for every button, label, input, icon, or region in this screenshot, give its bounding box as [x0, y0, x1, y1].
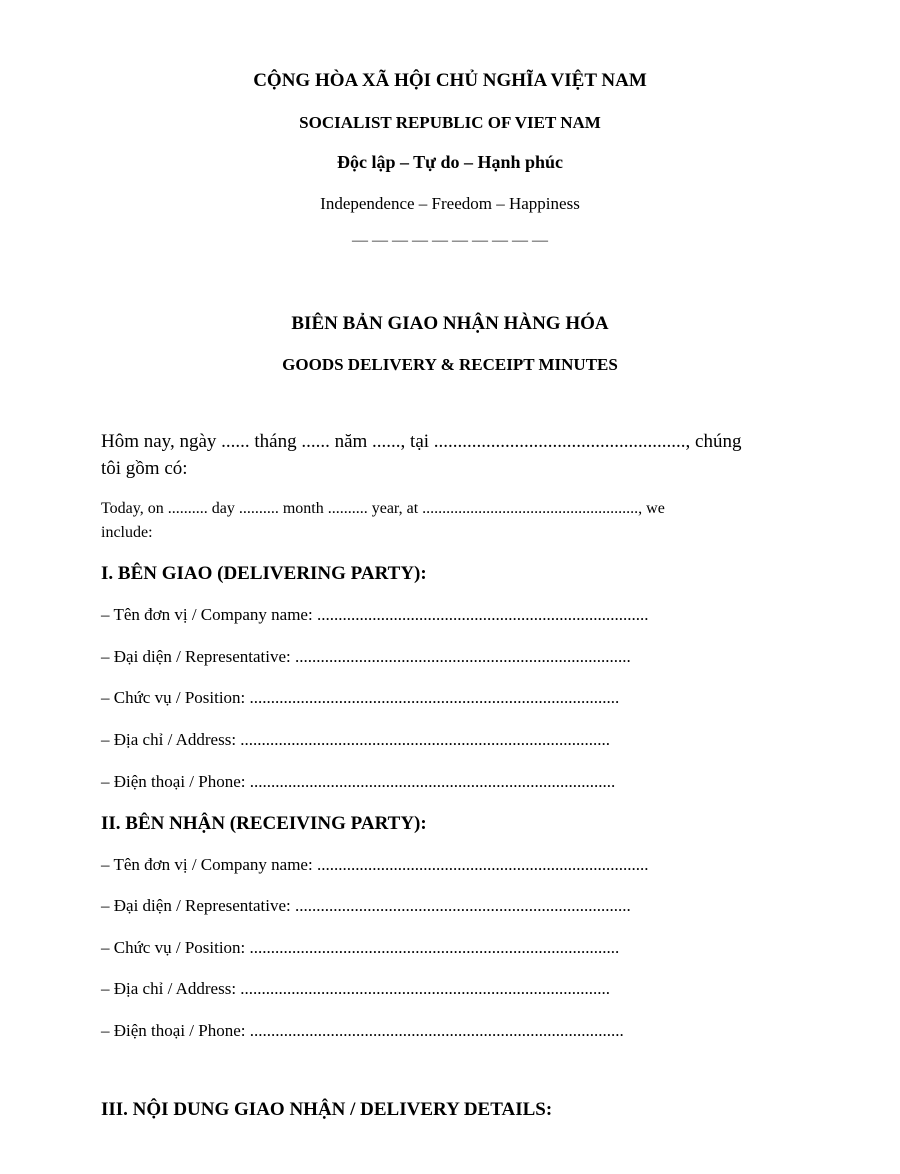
- section-heading-delivering: I. BÊN GIAO (DELIVERING PARTY):: [101, 563, 427, 584]
- document-title-en: GOODS DELIVERY & RECEIPT MINUTES: [282, 355, 618, 374]
- header-separator: — — — — — — — — — —: [352, 232, 548, 249]
- motto-en: Independence – Freedom – Happiness: [320, 194, 580, 213]
- delivering-phone-field: – Điện thoại / Phone: ......................................................................................: [101, 772, 616, 791]
- section-heading-details: III. NỘI DUNG GIAO NHẬN / DELIVERY DETAILS:: [101, 1099, 553, 1120]
- delivering-address-field: – Địa chỉ / Address: .......................................................................................: [101, 730, 611, 749]
- delivering-representative-field: – Đại diện / Representative: ...............................................................................: [101, 647, 631, 666]
- receiving-company-field: – Tên đơn vị / Company name: ..............................................................................: [101, 855, 649, 874]
- section-heading-receiving: II. BÊN NHẬN (RECEIVING PARTY):: [101, 813, 427, 834]
- document-title-vi: BIÊN BẢN GIAO NHẬN HÀNG HÓA: [291, 313, 609, 334]
- intro-en-line-1: Today, on .......... day .......... month .......... year, at ......................................................, we: [101, 500, 665, 517]
- intro-en-line-2: include:: [101, 524, 153, 541]
- receiving-address-field: – Địa chỉ / Address: .......................................................................................: [101, 979, 611, 998]
- national-title-vi: CỘNG HÒA XÃ HỘI CHỦ NGHĨA VIỆT NAM: [253, 70, 647, 91]
- receiving-position-field: – Chức vụ / Position: .......................................................................................: [101, 938, 620, 957]
- receiving-representative-field: – Đại diện / Representative: ...............................................................................: [101, 896, 631, 915]
- intro-vi-line-1: Hôm nay, ngày ...... tháng ...... năm ......, tại ....................................................., chúng: [101, 431, 742, 452]
- intro-vi-line-2: tôi gồm có:: [101, 458, 188, 479]
- motto-vi: Độc lập – Tự do – Hạnh phúc: [336, 152, 564, 172]
- delivering-company-field: – Tên đơn vị / Company name: ..............................................................................: [101, 605, 649, 624]
- national-title-en: SOCIALIST REPUBLIC OF VIET NAM: [299, 113, 601, 132]
- delivering-position-field: – Chức vụ / Position: .......................................................................................: [101, 688, 620, 707]
- receiving-phone-field: – Điện thoại / Phone: ........................................................................................: [101, 1021, 624, 1040]
